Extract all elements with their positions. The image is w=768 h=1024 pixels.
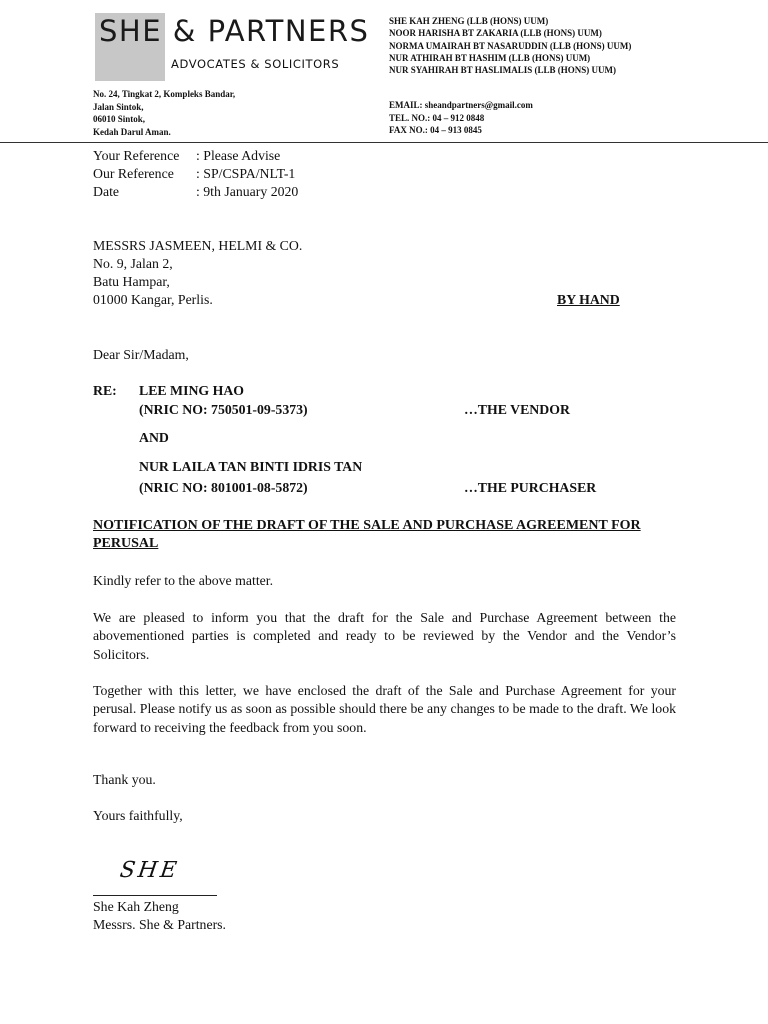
purchaser-nric: (NRIC NO: 801001-08-5872) xyxy=(139,480,308,495)
letter-subject: NOTIFICATION OF THE DRAFT OF THE SALE AND PURCHASE AGREEMENT FOR PERUSAL xyxy=(93,518,641,551)
body-paragraph: We are pleased to inform you that the draft for the Sale and Purchase Agreement between the abovementioned parties is completed and ready to be reviewed by the Vendor and the Vendor’s Solicitors. xyxy=(93,610,676,662)
your-reference-label: Your Reference xyxy=(93,148,180,163)
firm-contact xyxy=(389,99,533,137)
your-reference-row xyxy=(93,147,298,165)
vendor-role: …THE VENDOR xyxy=(464,402,570,417)
address-line: Kedah Darul Aman. xyxy=(93,126,171,137)
firm-subtitle: ADVOCATES & SOLICITORS xyxy=(171,57,340,71)
date-row xyxy=(93,183,298,201)
signer-firm: Messrs. She & Partners. xyxy=(93,917,226,932)
body-paragraph: Together with this letter, we have enclosed the draft of the Sale and Purchase Agreement for your perusal. Please notify us as soon as possible should there be any changes to be made to the draft. We look forward to receiving the feedback from you soon. xyxy=(93,683,676,735)
signature: SHE xyxy=(118,858,182,883)
signer-name: She Kah Zheng xyxy=(93,899,179,914)
vendor-name: LEE MING HAO xyxy=(139,383,245,398)
firm-address xyxy=(93,88,235,138)
vendor-nric: (NRIC NO: 750501-09-5373) xyxy=(139,402,308,417)
body-paragraph: Kindly refer to the above matter. xyxy=(93,573,274,588)
purchaser-role: …THE PURCHASER xyxy=(464,480,597,495)
tel-text: TEL. NO.: 04 – 912 0848 xyxy=(389,112,485,123)
fax-text: FAX NO.: 04 – 913 0845 xyxy=(389,125,482,135)
addressee-line: MESSRS JASMEEN, HELMI & CO. xyxy=(93,238,303,253)
date-label: Date xyxy=(93,184,120,199)
partner-name: NUR SYAHIRAH BT HASLIMALIS (LLB (HONS) UUM) xyxy=(389,65,617,76)
addressee-line: 01000 Kangar, Perlis. xyxy=(93,292,213,307)
salutation: Dear Sir/Madam, xyxy=(93,347,189,362)
our-reference-value: : SP/CSPA/NLT-1 xyxy=(196,166,296,181)
partners-list xyxy=(389,15,631,76)
addressee-block xyxy=(93,237,302,309)
re-label: RE: xyxy=(93,383,117,398)
purchaser-name: NUR LAILA TAN BINTI IDRIS TAN xyxy=(139,459,363,474)
addressee-line: Batu Hampar, xyxy=(93,274,170,289)
addressee-line: No. 9, Jalan 2, xyxy=(93,256,173,271)
signature-line xyxy=(93,895,217,896)
date-value: : 9th January 2020 xyxy=(196,184,299,199)
our-reference-row xyxy=(93,165,298,183)
address-line: 06010 Sintok, xyxy=(93,114,146,124)
your-reference-value: : Please Advise xyxy=(196,148,281,163)
firm-name: SHE & PARTNERS xyxy=(99,14,370,48)
thanks-line: Thank you. xyxy=(93,772,156,787)
partner-name: NOOR HARISHA BT ZAKARIA (LLB (HONS) UUM) xyxy=(389,28,602,39)
header-divider xyxy=(0,142,768,143)
partner-name: SHE KAH ZHENG (LLB (HONS) UUM) xyxy=(389,16,549,26)
email-text: EMAIL: sheandpartners@gmail.com xyxy=(389,100,533,110)
reference-block xyxy=(93,147,298,201)
our-reference-label: Our Reference xyxy=(93,166,174,181)
delivery-method: BY HAND xyxy=(557,292,620,307)
address-line: No. 24, Tingkat 2, Kompleks Bandar, xyxy=(93,89,236,99)
and-label: AND xyxy=(139,430,169,445)
closing-line: Yours faithfully, xyxy=(93,808,183,823)
partner-name: NUR ATHIRAH BT HASHIM (LLB (HONS) UUM) xyxy=(389,52,591,63)
address-line: Jalan Sintok, xyxy=(93,101,144,112)
partner-name: NORMA UMAIRAH BT NASARUDDIN (LLB (HONS) UUM) xyxy=(389,40,632,51)
